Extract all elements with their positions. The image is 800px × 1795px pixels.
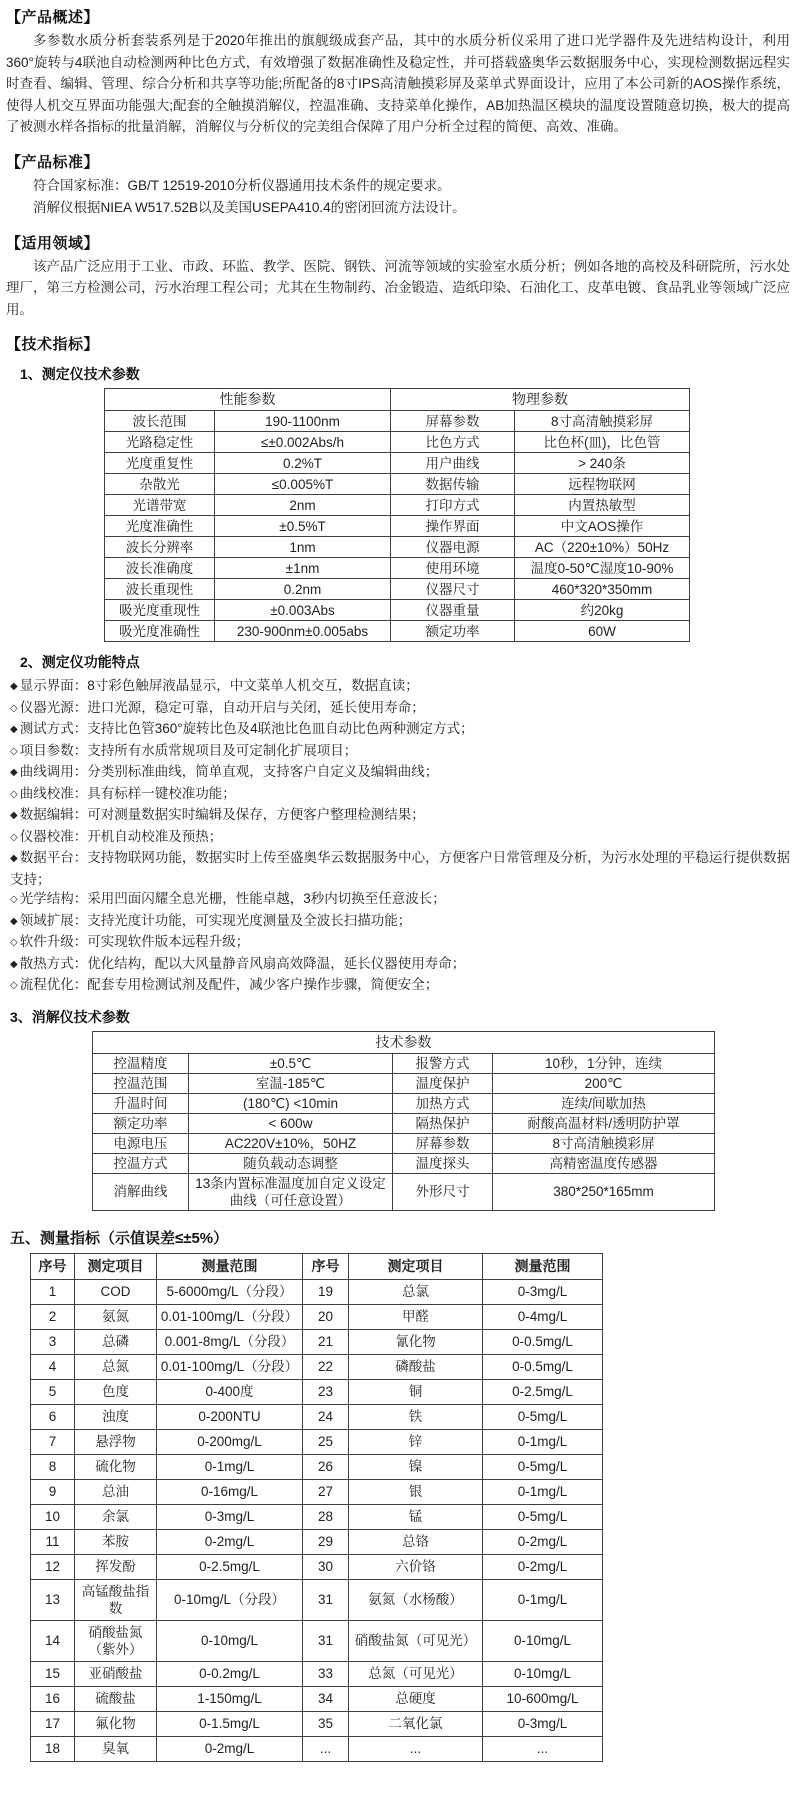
diamond-bullet-icon: ◆: [10, 724, 18, 735]
table-cell: ≤0.005%T: [215, 474, 391, 495]
digester-params-title: 3、消解仪技术参数: [10, 1008, 130, 1025]
table-cell: 总铬: [349, 1529, 483, 1554]
diamond-bullet-icon: ◆: [10, 810, 18, 821]
table-cell: 杂散光: [105, 474, 215, 495]
table-cell: 亚硝酸盐: [75, 1661, 157, 1686]
measurement-col-index: 序号: [31, 1253, 75, 1279]
table-row: [31, 1354, 603, 1379]
table-cell: 0-0.5mg/L: [483, 1354, 603, 1379]
analyzer-table-body: [105, 411, 690, 642]
table-cell: 5: [31, 1379, 75, 1404]
table-cell: 21: [303, 1329, 349, 1354]
diamond-bullet-icon: ◆: [10, 767, 18, 778]
table-cell: 0-5mg/L: [483, 1504, 603, 1529]
table-row: [31, 1404, 603, 1429]
table-cell: 0-10mg/L（分段）: [157, 1579, 303, 1620]
table-cell: 8寸高清触摸彩屏: [515, 411, 690, 432]
table-cell: 使用环境: [391, 558, 515, 579]
table-cell: 3: [31, 1329, 75, 1354]
table-cell: 22: [303, 1354, 349, 1379]
table-cell: 光度重复性: [105, 453, 215, 474]
table-cell: 挥发酚: [75, 1554, 157, 1579]
analyzer-features-title: 2、测定仪功能特点: [20, 654, 140, 670]
table-cell: 0.01-100mg/L（分段）: [157, 1304, 303, 1329]
digester-table-header-row: [93, 1031, 715, 1053]
table-cell: 数据传输: [391, 474, 515, 495]
table-cell: 仪器尺寸: [391, 579, 515, 600]
diamond-bullet-icon: ◇: [10, 788, 18, 800]
table-cell: 2nm: [215, 495, 391, 516]
table-cell: 0-5mg/L: [483, 1404, 603, 1429]
table-cell: 7: [31, 1429, 75, 1454]
table-cell: 0-5mg/L: [483, 1454, 603, 1479]
table-row: [31, 1304, 603, 1329]
table-cell: 0-0.2mg/L: [157, 1661, 303, 1686]
table-cell: 1: [31, 1279, 75, 1304]
measurement-table: [30, 1253, 603, 1762]
analyzer-performance-header: 性能参数: [105, 389, 391, 411]
table-cell: ±0.003Abs: [215, 600, 391, 621]
table-row: [93, 1133, 715, 1153]
table-cell: 0-16mg/L: [157, 1479, 303, 1504]
table-cell: 0-2mg/L: [157, 1736, 303, 1761]
table-cell: > 240条: [515, 453, 690, 474]
analyzer-params-title: 1、测定仪技术参数: [20, 366, 140, 382]
table-cell: 31: [303, 1620, 349, 1661]
table-cell: 0-200NTU: [157, 1404, 303, 1429]
table-cell: 0-3mg/L: [483, 1279, 603, 1304]
table-cell: 温度0-50℃湿度10-90%: [515, 558, 690, 579]
table-cell: 余氯: [75, 1504, 157, 1529]
table-cell: 六价铬: [349, 1554, 483, 1579]
table-cell: 总氯: [349, 1279, 483, 1304]
measurement-col-item: 测定项目: [349, 1253, 483, 1279]
table-cell: 色度: [75, 1379, 157, 1404]
table-cell: 1nm: [215, 537, 391, 558]
diamond-bullet-icon: ◆: [10, 681, 18, 692]
feature-item: ◇ 软件升级：可实现软件版本远程升级；: [10, 934, 250, 949]
diamond-bullet-icon: ◇: [10, 937, 18, 948]
table-cell: 0-2mg/L: [157, 1529, 303, 1554]
table-cell: 26: [303, 1454, 349, 1479]
table-cell: 0-10mg/L: [483, 1620, 603, 1661]
table-cell: 波长范围: [105, 411, 215, 432]
table-cell: 高精密温度传感器: [493, 1153, 715, 1173]
table-row: [31, 1661, 603, 1686]
table-cell: 悬浮物: [75, 1429, 157, 1454]
table-row: [31, 1504, 603, 1529]
section-technical-indicators: [6, 333, 790, 1211]
table-cell: 5-6000mg/L（分段）: [157, 1279, 303, 1304]
table-cell: 铜: [349, 1379, 483, 1404]
measurement-col-range: 测量范围: [483, 1253, 603, 1279]
table-row: [105, 453, 690, 474]
table-row: [93, 1113, 715, 1133]
table-cell: 200℃: [493, 1073, 715, 1093]
table-cell: 苯胺: [75, 1529, 157, 1554]
application-heading: 【适用领域】: [6, 234, 100, 252]
table-cell: 0-4mg/L: [483, 1304, 603, 1329]
digester-table-body: [93, 1053, 715, 1210]
table-row: [93, 1053, 715, 1073]
table-cell: 15: [31, 1661, 75, 1686]
table-row: [31, 1686, 603, 1711]
table-cell: 操作界面: [391, 516, 515, 537]
table-cell: 打印方式: [391, 495, 515, 516]
table-cell: 0.2nm: [215, 579, 391, 600]
table-cell: 升温时间: [93, 1093, 189, 1113]
table-cell: 总磷: [75, 1329, 157, 1354]
table-cell: 6: [31, 1404, 75, 1429]
table-cell: 0-1mg/L: [483, 1579, 603, 1620]
table-cell: < 600w: [189, 1113, 393, 1133]
table-cell: 190-1100nm: [215, 411, 391, 432]
table-cell: 波长准确度: [105, 558, 215, 579]
table-cell: 臭氧: [75, 1736, 157, 1761]
table-cell: 磷酸盐: [349, 1354, 483, 1379]
table-cell: 0.001-8mg/L（分段）: [157, 1329, 303, 1354]
table-cell: 0-2.5mg/L: [483, 1379, 603, 1404]
table-cell: 460*320*350mm: [515, 579, 690, 600]
table-cell: 16: [31, 1686, 75, 1711]
table-cell: 氰化物: [349, 1329, 483, 1354]
table-cell: 电源电压: [93, 1133, 189, 1153]
digester-tech-header: 技术参数: [93, 1031, 715, 1053]
table-cell: 11: [31, 1529, 75, 1554]
table-cell: 0-400度: [157, 1379, 303, 1404]
table-cell: 35: [303, 1711, 349, 1736]
table-cell: 远程物联网: [515, 474, 690, 495]
table-row: [31, 1529, 603, 1554]
table-cell: 加热方式: [393, 1093, 493, 1113]
table-cell: 0-3mg/L: [157, 1504, 303, 1529]
table-cell: ±0.5%T: [215, 516, 391, 537]
table-cell: 10-600mg/L: [483, 1686, 603, 1711]
table-row: [31, 1736, 603, 1761]
diamond-bullet-icon: ◆: [10, 958, 18, 970]
table-cell: 29: [303, 1529, 349, 1554]
table-cell: 比色杯(皿)，比色管: [515, 432, 690, 453]
table-cell: 比色方式: [391, 432, 515, 453]
application-paragraph: 该产品广泛应用于工业、市政、环监、教学、医院、钢铁、河流等领域的实验室水质分析；例如各地的高校及科研院所，污水处理厂，第三方检测公司，污水治理工程公司；尤其在生物制药、冶金锻造、造纸印染、石油化工、皮革电镀、食品乳业等领域广泛应用。: [6, 258, 790, 317]
table-cell: 总氮: [75, 1354, 157, 1379]
table-cell: 33: [303, 1661, 349, 1686]
feature-item: ◆ 数据平台：支持物联网功能，数据实时上传至盛奥华云数据服务中心，方便客户日常管理及分析，为污水处理的平稳运行提供数据支持；: [10, 850, 790, 887]
table-row: [105, 495, 690, 516]
table-row: [93, 1173, 715, 1210]
analyzer-table-header-row: [105, 389, 690, 411]
table-cell: 380*250*165mm: [493, 1173, 715, 1210]
table-row: [31, 1379, 603, 1404]
table-cell: 0-0.5mg/L: [483, 1329, 603, 1354]
feature-item: ◆ 曲线调用：分类别标准曲线，简单直观，支持客户自定义及编辑曲线；: [10, 764, 439, 779]
table-cell: 吸光度准确性: [105, 621, 215, 642]
feature-item: ◆ 散热方式：优化结构，配以大风量静音风扇高效降温，延长仪器使用寿命；: [10, 955, 466, 971]
table-cell: 10: [31, 1504, 75, 1529]
table-row: [31, 1429, 603, 1454]
table-row: [105, 621, 690, 642]
table-cell: 室温-185℃: [189, 1073, 393, 1093]
table-row: [31, 1329, 603, 1354]
table-cell: 14: [31, 1620, 75, 1661]
table-row: [105, 411, 690, 432]
table-cell: 9: [31, 1479, 75, 1504]
table-cell: ±0.5℃: [189, 1053, 393, 1073]
feature-list: [6, 676, 790, 997]
overview-heading: 【产品概述】: [6, 9, 100, 26]
table-row: [31, 1479, 603, 1504]
table-cell: 隔热保护: [393, 1113, 493, 1133]
overview-paragraph: 多参数水质分析套装系列是于2020年推出的旗舰级成套产品，其中的水质分析仪采用了进口光学器件及先进结构设计，利用360°旋转与4联池自动检测两种比色方式，有效增强了数据准确性及稳定性，并可搭载盛奥华云数据服务中心，实现检测数据远程实时查看、编辑、管理、综合分析和共享等功能;所配备的8寸IPS高清触摸彩屏及菜单式界面设计，应用了本公司新的AOS操作系统，使得人机交互界面功能强大;配套的全触摸消解仪，控温准确、支持菜单化操作，AB加热温区模块的温度设置随意切换，极大的提高了被测水样各指标的批量消解，消解仪与分析仪的完美组合保障了用户分析全过程的简便、高效、准确。: [6, 33, 790, 134]
measurement-table-header-row: [31, 1253, 603, 1279]
table-cell: (180℃) <10min: [189, 1093, 393, 1113]
table-row: [105, 558, 690, 579]
table-cell: 1-150mg/L: [157, 1686, 303, 1711]
table-row: [105, 516, 690, 537]
table-cell: 0-2mg/L: [483, 1529, 603, 1554]
measurement-col-item: 测定项目: [75, 1253, 157, 1279]
diamond-bullet-icon: ◇: [10, 702, 18, 714]
table-cell: 氨氮: [75, 1304, 157, 1329]
table-cell: 甲醛: [349, 1304, 483, 1329]
table-row: [105, 474, 690, 495]
table-cell: 0-1mg/L: [483, 1479, 603, 1504]
table-cell: 温度保护: [393, 1073, 493, 1093]
section-overview: [6, 6, 790, 138]
table-row: [31, 1554, 603, 1579]
table-cell: 23: [303, 1379, 349, 1404]
table-row: [31, 1454, 603, 1479]
table-row: [93, 1093, 715, 1113]
table-cell: 铁: [349, 1404, 483, 1429]
table-cell: 锌: [349, 1429, 483, 1454]
table-cell: 30: [303, 1554, 349, 1579]
table-cell: 0-10mg/L: [157, 1620, 303, 1661]
table-cell: AC（220±10%）50Hz: [515, 537, 690, 558]
table-cell: 28: [303, 1504, 349, 1529]
analyzer-physical-header: 物理参数: [391, 389, 690, 411]
table-cell: 外形尺寸: [393, 1173, 493, 1210]
table-cell: 银: [349, 1479, 483, 1504]
section-standards: [6, 151, 790, 219]
table-cell: 4: [31, 1354, 75, 1379]
table-row: [31, 1579, 603, 1620]
table-cell: 19: [303, 1279, 349, 1304]
table-cell: 氨氮（水杨酸）: [349, 1579, 483, 1620]
feature-item: ◇ 仪器校准：开机自动校准及预热；: [10, 828, 223, 844]
feature-item: ◇ 仪器光源：进口光源，稳定可靠，自动开启与关闭，延长使用寿命；: [10, 699, 425, 715]
feature-item: ◇ 流程优化：配套专用检测试剂及配件，减少客户操作步骤，简便安全；: [10, 977, 439, 992]
table-cell: 10秒，1分钟，连续: [493, 1053, 715, 1073]
table-cell: 光谱带宽: [105, 495, 215, 516]
table-cell: 8: [31, 1454, 75, 1479]
diamond-bullet-icon: ◇: [10, 745, 18, 757]
section-measurement: [6, 1227, 790, 1762]
feature-item: ◆ 显示界面：8寸彩色触屏液晶显示，中文菜单人机交互，数据直读；: [10, 678, 419, 693]
table-cell: 仪器重量: [391, 600, 515, 621]
table-cell: 镍: [349, 1454, 483, 1479]
table-cell: 0.01-100mg/L（分段）: [157, 1354, 303, 1379]
measurement-table-body: [31, 1279, 603, 1761]
table-row: [31, 1279, 603, 1304]
table-cell: 20: [303, 1304, 349, 1329]
table-cell: 用户曲线: [391, 453, 515, 474]
table-cell: 0-10mg/L: [483, 1661, 603, 1686]
table-row: [105, 579, 690, 600]
measurement-title: 五、测量指标（示值误差≤±5%）: [10, 1229, 229, 1247]
feature-item: ◆ 测试方式：支持比色管360°旋转比色及4联池比色皿自动比色两种测定方式；: [10, 721, 474, 736]
table-cell: 硫化物: [75, 1454, 157, 1479]
table-cell: 0-3mg/L: [483, 1711, 603, 1736]
feature-item: ◆ 领域扩展：支持光度计功能，可实现光度测量及全波长扫描功能；: [10, 912, 412, 928]
table-cell: 氟化物: [75, 1711, 157, 1736]
measurement-col-index: 序号: [303, 1253, 349, 1279]
table-cell: 额定功率: [93, 1113, 189, 1133]
table-cell: 24: [303, 1404, 349, 1429]
table-cell: 耐酸高温材料/透明防护罩: [493, 1113, 715, 1133]
section-application: [6, 232, 790, 321]
table-cell: 约20kg: [515, 600, 690, 621]
table-cell: 230-900nm±0.005abs: [215, 621, 391, 642]
table-cell: 连续/间歇加热: [493, 1093, 715, 1113]
table-cell: 0-2.5mg/L: [157, 1554, 303, 1579]
table-cell: 光度准确性: [105, 516, 215, 537]
table-cell: 60W: [515, 621, 690, 642]
table-cell: ...: [303, 1736, 349, 1761]
table-cell: 0-1mg/L: [157, 1454, 303, 1479]
table-cell: 屏幕参数: [393, 1133, 493, 1153]
table-cell: 0-1mg/L: [483, 1429, 603, 1454]
table-cell: 额定功率: [391, 621, 515, 642]
table-cell: 锰: [349, 1504, 483, 1529]
table-cell: 控温方式: [93, 1153, 189, 1173]
table-row: [105, 432, 690, 453]
table-cell: 25: [303, 1429, 349, 1454]
table-cell: 17: [31, 1711, 75, 1736]
table-cell: 8寸高清触摸彩屏: [493, 1133, 715, 1153]
table-cell: 0-2mg/L: [483, 1554, 603, 1579]
technical-indicators-heading: 【技术指标】: [6, 336, 100, 353]
feature-item: ◇ 项目参数：支持所有水质常规项目及可定制化扩展项目；: [10, 742, 358, 758]
table-cell: 屏幕参数: [391, 411, 515, 432]
table-cell: 二氧化氯: [349, 1711, 483, 1736]
table-cell: 总硬度: [349, 1686, 483, 1711]
table-cell: 0-1.5mg/L: [157, 1711, 303, 1736]
table-cell: 吸光度重现性: [105, 600, 215, 621]
table-cell: 控温范围: [93, 1073, 189, 1093]
diamond-bullet-icon: ◆: [10, 915, 18, 927]
table-cell: 随负载动态调整: [189, 1153, 393, 1173]
table-cell: ...: [349, 1736, 483, 1761]
feature-item: ◇ 曲线校准：具有标样一键校准功能；: [10, 785, 236, 801]
table-cell: 仪器电源: [391, 537, 515, 558]
table-cell: 内置热敏型: [515, 495, 690, 516]
table-cell: COD: [75, 1279, 157, 1304]
standards-heading: 【产品标准】: [6, 153, 100, 171]
table-cell: ±1nm: [215, 558, 391, 579]
table-cell: 13: [31, 1579, 75, 1620]
table-cell: 34: [303, 1686, 349, 1711]
table-cell: 总氮（可见光）: [349, 1661, 483, 1686]
measurement-col-range: 测量范围: [157, 1253, 303, 1279]
table-row: [93, 1073, 715, 1093]
table-cell: 硫酸盐: [75, 1686, 157, 1711]
standards-line: 符合国家标准：GB/T 12519-2010分析仪器通用技术条件的规定要求。: [33, 177, 451, 193]
table-cell: 消解曲线: [93, 1173, 189, 1210]
table-cell: 硝酸盐氮（可见光）: [349, 1620, 483, 1661]
table-cell: 总油: [75, 1479, 157, 1504]
table-cell: AC220V±10%，50HZ: [189, 1133, 393, 1153]
table-cell: 12: [31, 1554, 75, 1579]
feature-item: ◆ 数据编辑：可对测量数据实时编辑及保存，方便客户整理检测结果；: [10, 807, 425, 822]
table-row: [93, 1153, 715, 1173]
diamond-bullet-icon: ◆: [10, 853, 18, 864]
table-cell: 中文AOS操作: [515, 516, 690, 537]
diamond-bullet-icon: ◇: [10, 894, 18, 905]
table-row: [105, 600, 690, 621]
table-cell: 报警方式: [393, 1053, 493, 1073]
table-cell: 温度探头: [393, 1153, 493, 1173]
table-cell: 13条内置标准温度加自定义设定曲线（可任意设置）: [189, 1173, 393, 1210]
table-cell: 31: [303, 1579, 349, 1620]
table-cell: 0-200mg/L: [157, 1429, 303, 1454]
table-cell: 18: [31, 1736, 75, 1761]
table-cell: 高锰酸盐指数: [75, 1579, 157, 1620]
table-cell: ≤±0.002Abs/h: [215, 432, 391, 453]
table-cell: 27: [303, 1479, 349, 1504]
diamond-bullet-icon: ◇: [10, 831, 18, 843]
table-cell: 硝酸盐氮（紫外）: [75, 1620, 157, 1661]
table-cell: ...: [483, 1736, 603, 1761]
analyzer-params-table: [104, 388, 690, 642]
table-row: [31, 1711, 603, 1736]
table-cell: 控温精度: [93, 1053, 189, 1073]
diamond-bullet-icon: ◇: [10, 980, 18, 991]
table-cell: 波长分辨率: [105, 537, 215, 558]
table-row: [105, 537, 690, 558]
standards-line: 消解仪根据NIEA W517.52B以及美国USEPA410.4的密闭回流方法设计。: [33, 199, 466, 215]
table-cell: 2: [31, 1304, 75, 1329]
table-cell: 浊度: [75, 1404, 157, 1429]
table-cell: 光路稳定性: [105, 432, 215, 453]
table-cell: 波长重现性: [105, 579, 215, 600]
table-cell: 0.2%T: [215, 453, 391, 474]
table-row: [31, 1620, 603, 1661]
digester-params-table: [92, 1031, 715, 1211]
feature-item: ◇ 光学结构：采用凹面闪耀全息光栅，性能卓越，3秒内切换至任意波长；: [10, 891, 446, 906]
